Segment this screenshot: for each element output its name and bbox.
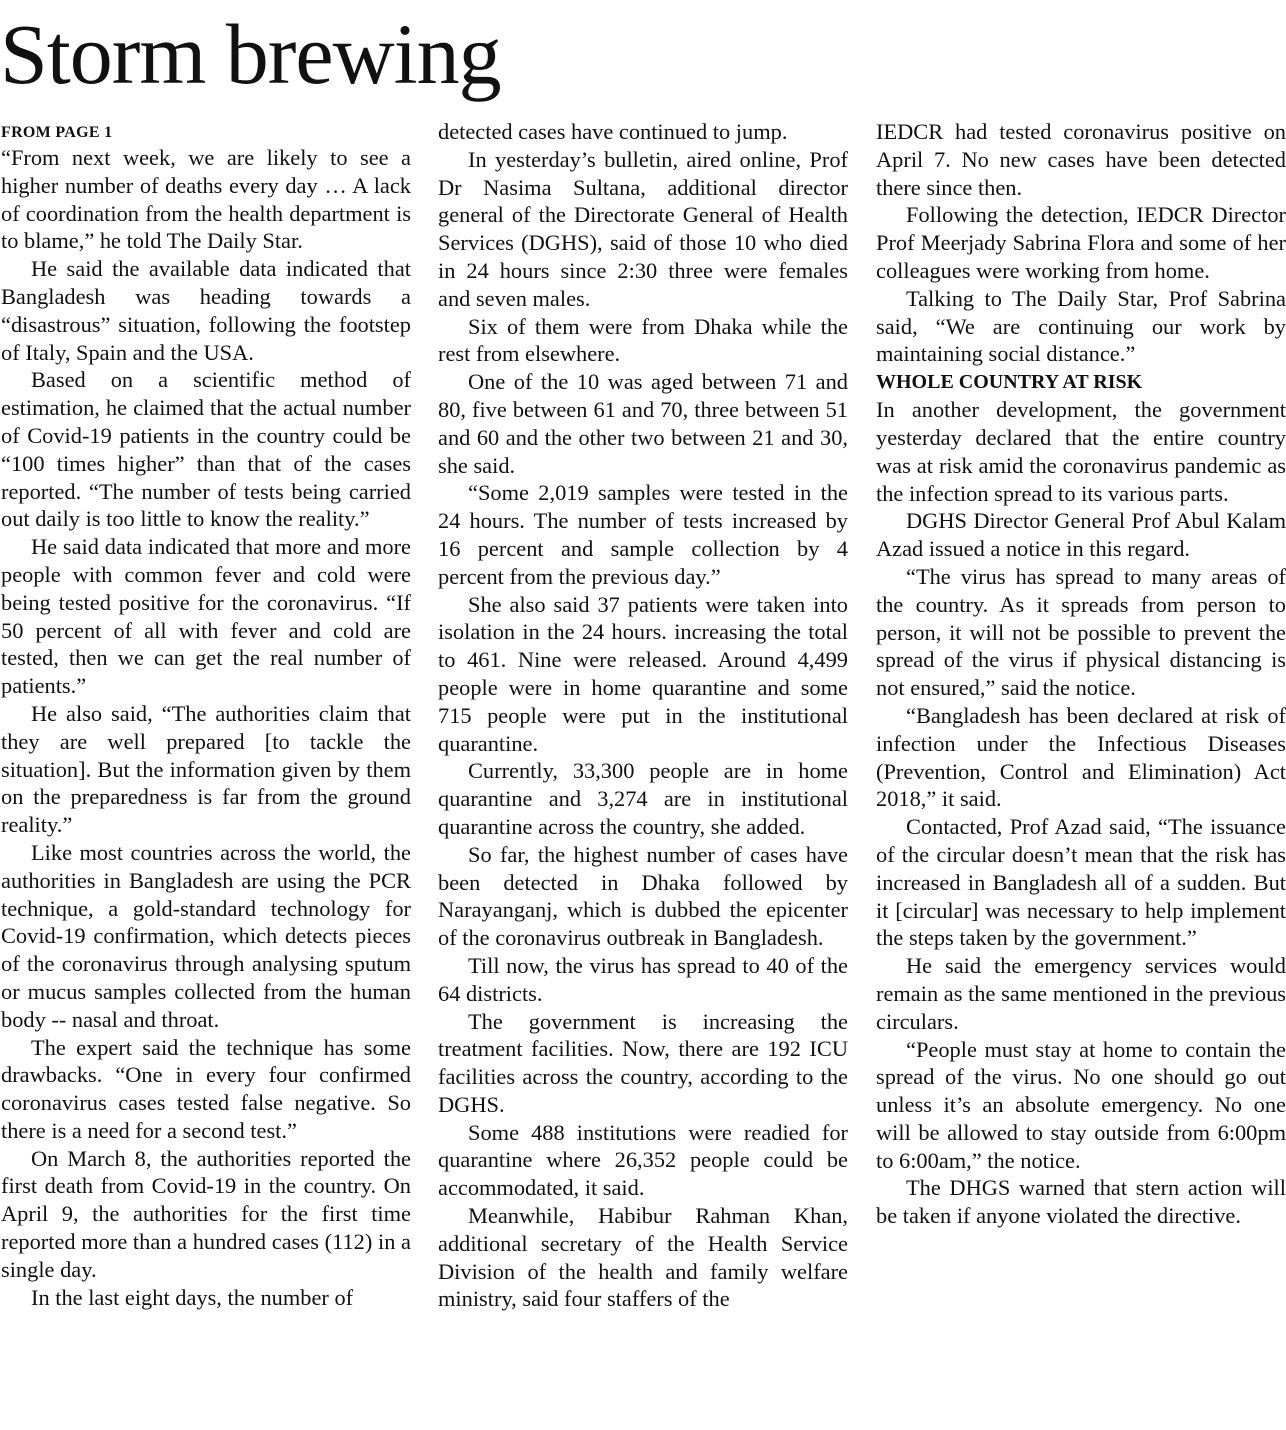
paragraph: “From next week, we are likely to see a higher number of deaths every day … A lack of coordination from the health department is to blame,” he told The Daily Star. <box>1 145 411 254</box>
article-column-2 <box>438 118 848 1313</box>
continuation-kicker: FROM PAGE 1 <box>1 124 113 141</box>
paragraph: He said data indicated that more and more people with common fever and cold were being tested positive for the coronavirus. “If 50 percent of all with fever and cold are tested, then we can get the real number of patients.” <box>1 534 411 699</box>
paragraph: One of the 10 was aged between 71 and 80, five between 61 and 70, three between 51 and 60 and the other two between 21 and 30, she said. <box>438 369 848 478</box>
paragraph: Like most countries across the world, the authorities in Bangladesh are using the PCR technique, a gold-standard technology for Covid-19 confirmation, which detects pieces of the coronavirus through analysing sputum or mucus samples collected from the human body -- nasal and throat. <box>1 839 411 1032</box>
paragraph: Meanwhile, Habibur Rahman Khan, additional secretary of the Health Service Division of the health and family welfare ministry, said four staffers of the <box>438 1203 848 1312</box>
paragraph: Currently, 33,300 people are in home quarantine and 3,274 are in institutional quarantine across the country, she added. <box>438 758 848 839</box>
paragraph: detected cases have continued to jump. <box>438 119 788 144</box>
paragraph: “Some 2,019 samples were tested in the 24 hours. The number of tests increased by 16 percent and sample collection by 4 percent from the previous day.” <box>438 480 848 589</box>
paragraph: In the last eight days, the number of <box>31 1284 354 1310</box>
paragraph: Some 488 institutions were readied for quarantine where 26,352 people could be accommodated, it said. <box>438 1119 848 1201</box>
paragraph: Contacted, Prof Azad said, “The issuance of the circular doesn’t mean that the risk has increased in Bangladesh all of a sudden. But it [circular] was necessary to help implement the steps taken by the government.” <box>876 814 1286 951</box>
headline: Storm brewing <box>0 6 501 102</box>
paragraph: In another development, the government yesterday declared that the entire country was at risk amid the coronavirus pandemic as the infection spread to its various parts. <box>876 397 1286 506</box>
paragraph: The expert said the technique has some drawbacks. “One in every four confirmed coronavirus cases tested false negative. So there is a need for a second test.” <box>1 1034 411 1143</box>
paragraph: Talking to The Daily Star, Prof Sabrina said, “We are continuing our work by maintaining social distance.” <box>876 285 1286 367</box>
paragraph: The DHGS warned that stern action will be taken if anyone violated the directive. <box>876 1175 1286 1229</box>
subheading: WHOLE COUNTRY AT RISK <box>876 371 1143 394</box>
article-column-1 <box>1 118 411 1311</box>
paragraph: Six of them were from Dhaka while the rest from elsewhere. <box>438 313 848 367</box>
paragraph: He said the available data indicated that Bangladesh was heading towards a “disastrous” situation, following the footstep of Italy, Spain and the USA. <box>1 256 411 365</box>
paragraph: So far, the highest number of cases have been detected in Dhaka followed by Narayanganj, which is dubbed the epicenter of the coronavirus outbreak in Bangladesh. <box>438 841 848 951</box>
paragraph: In yesterday’s bulletin, aired online, Prof Dr Nasima Sultana, additional director general of the Directorate General of Health Services (DGHS), said of those 10 who died in 24 hours since 2:30 three were females and seven males. <box>438 146 848 311</box>
paragraph: “The virus has spread to many areas of the country. As it spreads from person to person, it will not be possible to prevent the spread of the virus if physical distancing is not ensured,” said the notice. <box>876 563 1286 701</box>
paragraph: “People must stay at home to contain the spread of the virus. No one should go out unless it’s an absolute emergency. No one will be allowed to stay outside from 6:00pm to 6:00am,” the notice. <box>876 1036 1286 1173</box>
paragraph: He also said, “The authorities claim that they are well prepared [to tackle the situation]. But the information given by them on the preparedness is far from the ground reality.” <box>1 700 411 838</box>
paragraph: She also said 37 patients were taken into isolation in the 24 hours. increasing the total to 461. Nine were released. Around 4,499 people were in home quarantine and some 715 people were put in the institutional quarantine. <box>438 591 848 756</box>
paragraph: Following the detection, IEDCR Director Prof Meerjady Sabrina Flora and some of her colleagues were working from home. <box>876 202 1286 283</box>
paragraph: On March 8, the authorities reported the first death from Covid-19 in the country. On April 9, the authorities for the first time reported more than a hundred cases (112) in a single day. <box>1 1145 411 1282</box>
paragraph: IEDCR had tested coronavirus positive on April 7. No new cases have been detected there since then. <box>876 119 1286 200</box>
paragraph: DGHS Director General Prof Abul Kalam Azad issued a notice in this regard. <box>876 508 1286 562</box>
paragraph: Till now, the virus has spread to 40 of the 64 districts. <box>438 952 848 1006</box>
paragraph: “Bangladesh has been declared at risk of infection under the Infectious Diseases (Prevention, Control and Elimination) Act 2018,” it said. <box>876 702 1286 812</box>
article-column-3 <box>876 118 1286 1230</box>
paragraph: Based on a scientific method of estimation, he claimed that the actual number of Covid-19 patients in the country could be “100 times higher” than that of the cases reported. “The number of tests being carried out daily is too little to know the reality.” <box>1 367 411 532</box>
paragraph: He said the emergency services would remain as the same mentioned in the previous circulars. <box>876 953 1286 1034</box>
paragraph: The government is increasing the treatment facilities. Now, there are 192 ICU facilities across the country, according to the DGHS. <box>438 1008 848 1117</box>
